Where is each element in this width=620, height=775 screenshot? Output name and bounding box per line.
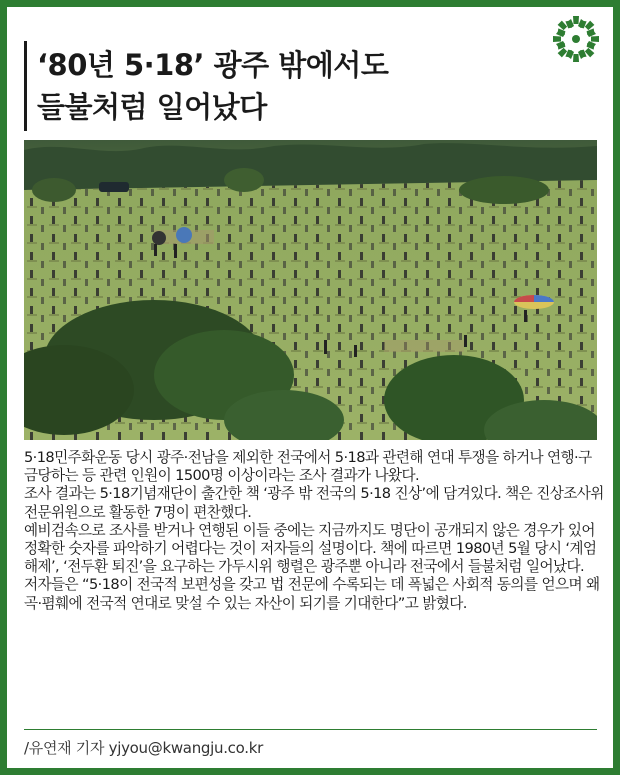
news-card	[7, 7, 613, 768]
article-paragraph-2: 조사 결과는 5·18기념재단이 출간한 책 ‘광주 밖 전국의 5·18 진상’에 담겨있다. 책은 진상조사위 전문위원으로 활동한 7명이 편찬했다.	[24, 485, 604, 521]
headline-line-2: 들불처럼 일어났다	[37, 90, 267, 124]
article-paragraph-1: 5·18민주화운동 당시 광주·전남을 제외한 전국에서 5·18과 관련해 연대 투쟁을 하거나 연행·구금당하는 등 관련 인원이 1500명 이상이라는 조사 결과가 나왔다.	[24, 449, 592, 485]
article-paragraph-4: 저자들은 “5·18이 전국적 보편성을 갖고 법 전문에 수록되는 데 폭넓은 사회적 동의를 얻으며 왜곡·폄훼에 전국적 연대로 맞설 수 있는 자산이 되기를 기대한다”고 밝혔다.	[24, 576, 600, 612]
cemetery-photo	[24, 140, 597, 440]
reporter-byline: /유연재 기자 yjyou@kwangju.co.kr	[24, 739, 263, 757]
kwangju-ilbo-logo-icon	[550, 13, 602, 65]
article-body	[24, 449, 604, 613]
headline-line-1: ‘80년 5·18’ 광주 밖에서도	[37, 48, 389, 82]
byline-divider	[24, 729, 597, 730]
article-paragraph-3: 예비검속으로 조사를 받거나 연행된 이들 중에는 지금까지도 명단이 공개되지 않은 경우가 있어 정확한 숫자를 파악하기 어렵다는 것이 저자들의 설명이다. 책에 따르면 1980년 5월 당시 ‘계엄 해제’, ‘전두환 퇴진’을 요구하는 가두시위 행렬은 광주뿐 아니라 전국에서 들불처럼 일어났다.	[24, 521, 597, 576]
headline	[37, 44, 507, 128]
title-accent-bar	[24, 41, 27, 131]
